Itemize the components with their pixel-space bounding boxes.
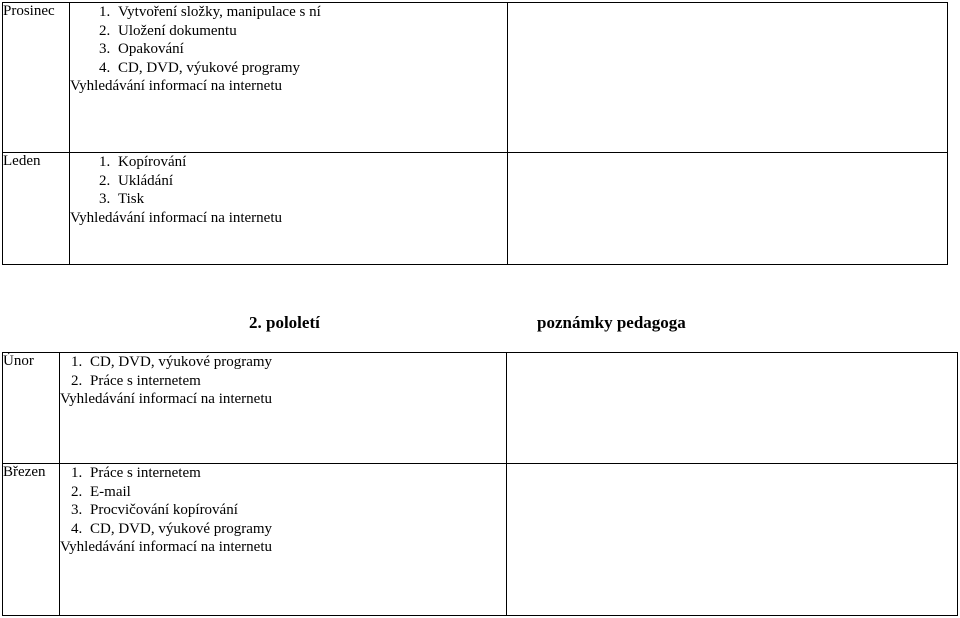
topics-cell	[60, 464, 507, 616]
topic-summary: Vyhledávání informací na internetu	[70, 78, 283, 94]
table-row	[3, 153, 948, 265]
topic-summary: Vyhledávání informací na internetu	[60, 539, 273, 555]
month-cell: Leden	[3, 153, 70, 265]
list-item: 2. Ukládání	[114, 172, 507, 191]
list-item: 1. Práce s internetem	[86, 464, 506, 483]
topic-list	[70, 3, 507, 77]
list-item: 2. Uložení dokumentu	[114, 22, 507, 41]
topic-summary: Vyhledávání informací na internetu	[60, 391, 273, 407]
list-item: 4. CD, DVD, výukové programy	[86, 520, 506, 539]
topic-list	[70, 153, 507, 209]
notes-cell	[507, 353, 958, 464]
list-item: 4. CD, DVD, výukové programy	[114, 59, 507, 78]
notes-heading: poznámky pedagoga	[537, 313, 686, 332]
month-cell: Únor	[3, 353, 60, 464]
month-cell: Prosinec	[3, 3, 70, 153]
list-item: 2. Práce s internetem	[86, 372, 506, 391]
list-item: 1. CD, DVD, výukové programy	[86, 353, 506, 372]
topic-list	[60, 464, 506, 538]
notes-cell	[508, 3, 948, 153]
list-item: 3. Tisk	[114, 190, 507, 209]
plan-table-2	[2, 352, 958, 616]
topic-summary: Vyhledávání informací na internetu	[70, 209, 283, 226]
topic-list	[60, 353, 506, 390]
table-row	[3, 353, 958, 464]
plan-table-1	[2, 2, 948, 265]
topics-cell	[60, 353, 507, 464]
topics-cell	[70, 3, 508, 153]
list-item: 2. E-mail	[86, 483, 506, 502]
semester-title: 2. pololetí	[249, 313, 320, 332]
list-item: 1. Kopírování	[114, 153, 507, 172]
table-row	[3, 3, 948, 153]
list-item: 1. Vytvoření složky, manipulace s ní	[114, 3, 507, 22]
month-cell: Březen	[3, 464, 60, 616]
topics-cell	[70, 153, 508, 265]
list-item: 3. Opakování	[114, 40, 507, 59]
table-row	[3, 464, 958, 616]
notes-cell	[507, 464, 958, 616]
notes-cell	[508, 153, 948, 265]
list-item: 3. Procvičování kopírování	[86, 501, 506, 520]
